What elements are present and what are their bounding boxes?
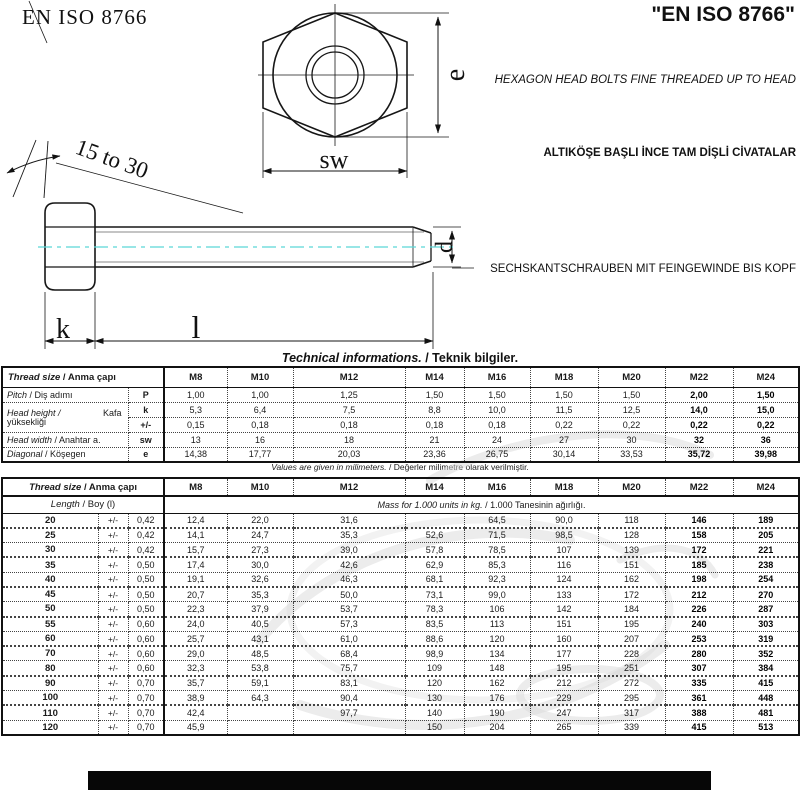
value-cell-m12: 7,5 bbox=[293, 402, 405, 417]
dim-label-l: l bbox=[191, 309, 201, 345]
thread-size-header: Thread size / Anma çapı bbox=[2, 478, 164, 496]
value-cell-m16: 162 bbox=[464, 676, 530, 691]
value-cell-m18: 195 bbox=[530, 661, 598, 676]
value-cell-m12: 97,7 bbox=[293, 705, 405, 720]
value-cell-m16: 106 bbox=[464, 602, 530, 617]
value-cell-m18: 160 bbox=[530, 631, 598, 646]
mass-row-l30 bbox=[2, 543, 799, 558]
value-cell-m20: 339 bbox=[598, 720, 665, 735]
tolerance-value: 0,70 bbox=[128, 705, 164, 720]
mass-row-l70 bbox=[2, 646, 799, 661]
bolt-side-view bbox=[45, 203, 474, 349]
size-header-m24: M24 bbox=[733, 367, 799, 387]
value-cell-m14 bbox=[405, 513, 464, 528]
size-header-m22: M22 bbox=[665, 478, 733, 496]
head-width-label: Head width / Anahtar a. bbox=[2, 432, 128, 447]
tolerance-value: 0,70 bbox=[128, 691, 164, 706]
technical-drawing bbox=[0, 0, 480, 356]
value-cell-m14: 98,9 bbox=[405, 646, 464, 661]
value-cell-m24: 238 bbox=[733, 557, 799, 572]
value-cell-m12: 90,4 bbox=[293, 691, 405, 706]
mass-row-l110 bbox=[2, 705, 799, 720]
value-cell-m22: 415 bbox=[665, 720, 733, 735]
value-cell-m14: 109 bbox=[405, 661, 464, 676]
value-cell-m20: 195 bbox=[598, 617, 665, 632]
value-cell-m16: 120 bbox=[464, 631, 530, 646]
value-cell-m24: 481 bbox=[733, 705, 799, 720]
value-cell-m10: 1,00 bbox=[227, 387, 293, 402]
pitch-label: Pitch / Diş adımı bbox=[2, 387, 128, 402]
value-cell-m14: 78,3 bbox=[405, 602, 464, 617]
head-height-row bbox=[2, 402, 799, 417]
tolerance-value: 0,70 bbox=[128, 720, 164, 735]
value-cell-m20: 251 bbox=[598, 661, 665, 676]
mass-row-l120 bbox=[2, 720, 799, 735]
value-cell-m18: 116 bbox=[530, 557, 598, 572]
value-cell-m24: 221 bbox=[733, 543, 799, 558]
size-header-m16: M16 bbox=[464, 478, 530, 496]
value-cell-m22: 198 bbox=[665, 572, 733, 587]
value-cell-m8: 24,0 bbox=[164, 617, 227, 632]
value-cell-m8: 22,3 bbox=[164, 602, 227, 617]
value-cell-m22: 226 bbox=[665, 602, 733, 617]
length-value: 45 bbox=[2, 587, 98, 602]
tolerance-value: 0,60 bbox=[128, 631, 164, 646]
value-cell-m20: 272 bbox=[598, 676, 665, 691]
angle-annotation bbox=[7, 1, 243, 213]
tolerance-value: 0,50 bbox=[128, 602, 164, 617]
value-cell-m8: 32,3 bbox=[164, 661, 227, 676]
value-cell-m12 bbox=[293, 720, 405, 735]
value-cell-m24: 415 bbox=[733, 676, 799, 691]
tolerance-sign: +/- bbox=[98, 528, 128, 543]
value-cell-m24: 36 bbox=[733, 432, 799, 447]
length-value: 100 bbox=[2, 691, 98, 706]
page-title: "EN ISO 8766" bbox=[651, 3, 795, 26]
value-cell-m14: 62,9 bbox=[405, 557, 464, 572]
tolerance-value: 0,60 bbox=[128, 661, 164, 676]
value-cell-m16: 99,0 bbox=[464, 587, 530, 602]
size-header-m14: M14 bbox=[405, 367, 464, 387]
value-cell-m12: 20,03 bbox=[293, 447, 405, 462]
size-header-m14: M14 bbox=[405, 478, 464, 496]
value-cell-m14: 8,8 bbox=[405, 402, 464, 417]
value-cell-m12: 0,18 bbox=[293, 417, 405, 432]
value-cell-m18: 90,0 bbox=[530, 513, 598, 528]
value-cell-m20: 172 bbox=[598, 587, 665, 602]
value-cell-m10: 0,18 bbox=[227, 417, 293, 432]
value-cell-m14: 88,6 bbox=[405, 631, 464, 646]
tolerance-sign: +/- bbox=[98, 646, 128, 661]
value-cell-m8: 45,9 bbox=[164, 720, 227, 735]
value-cell-m12: 18 bbox=[293, 432, 405, 447]
value-cell-m18: 151 bbox=[530, 617, 598, 632]
value-cell-m24: 287 bbox=[733, 602, 799, 617]
size-header-m20: M20 bbox=[598, 367, 665, 387]
units-note-en: Values are given in milimeters. bbox=[271, 462, 387, 472]
header-row bbox=[2, 478, 799, 496]
head-height-tolerance-symbol: +/- bbox=[128, 417, 164, 432]
value-cell-m22: 253 bbox=[665, 631, 733, 646]
value-cell-m8: 14,38 bbox=[164, 447, 227, 462]
value-cell-m16: 78,5 bbox=[464, 543, 530, 558]
tolerance-value: 0,50 bbox=[128, 587, 164, 602]
value-cell-m10: 43,1 bbox=[227, 631, 293, 646]
size-header-m10: M10 bbox=[227, 367, 293, 387]
value-cell-m12: 83,1 bbox=[293, 676, 405, 691]
mass-row-l100 bbox=[2, 691, 799, 706]
value-cell-m18: 1,50 bbox=[530, 387, 598, 402]
value-cell-m10: 35,3 bbox=[227, 587, 293, 602]
value-cell-m12: 35,3 bbox=[293, 528, 405, 543]
value-cell-m8: 19,1 bbox=[164, 572, 227, 587]
tolerance-sign: +/- bbox=[98, 587, 128, 602]
tolerance-sign: +/- bbox=[98, 720, 128, 735]
value-cell-m16: 176 bbox=[464, 691, 530, 706]
value-cell-m24: 303 bbox=[733, 617, 799, 632]
value-cell-m8: 0,15 bbox=[164, 417, 227, 432]
value-cell-m16: 113 bbox=[464, 617, 530, 632]
tolerance-value: 0,60 bbox=[128, 646, 164, 661]
value-cell-m16: 148 bbox=[464, 661, 530, 676]
value-cell-m22: 212 bbox=[665, 587, 733, 602]
value-cell-m22: 185 bbox=[665, 557, 733, 572]
value-cell-m8: 38,9 bbox=[164, 691, 227, 706]
value-cell-m10: 6,4 bbox=[227, 402, 293, 417]
value-cell-m12: 53,7 bbox=[293, 602, 405, 617]
value-cell-m10: 40,5 bbox=[227, 617, 293, 632]
value-cell-m18: 229 bbox=[530, 691, 598, 706]
size-header-m16: M16 bbox=[464, 367, 530, 387]
value-cell-m14: 57,8 bbox=[405, 543, 464, 558]
tolerance-sign: +/- bbox=[98, 676, 128, 691]
value-cell-m24: 0,22 bbox=[733, 417, 799, 432]
value-cell-m14: 68,1 bbox=[405, 572, 464, 587]
value-cell-m22: 35,72 bbox=[665, 447, 733, 462]
size-header-m12: M12 bbox=[293, 478, 405, 496]
value-cell-m10: 53,8 bbox=[227, 661, 293, 676]
value-cell-m16: 134 bbox=[464, 646, 530, 661]
value-cell-m24: 448 bbox=[733, 691, 799, 706]
length-value: 30 bbox=[2, 543, 98, 558]
value-cell-m10: 48,5 bbox=[227, 646, 293, 661]
standard-code: EN ISO 8766 bbox=[22, 5, 148, 29]
tolerance-sign: +/- bbox=[98, 705, 128, 720]
length-value: 40 bbox=[2, 572, 98, 587]
thread-size-header: Thread size / Anma çapı bbox=[2, 367, 164, 387]
angle-note-label: 15 to 30 bbox=[72, 134, 152, 184]
length-value: 35 bbox=[2, 557, 98, 572]
value-cell-m14: 23,36 bbox=[405, 447, 464, 462]
value-cell-m20: 139 bbox=[598, 543, 665, 558]
tolerance-sign: +/- bbox=[98, 557, 128, 572]
value-cell-m10: 32,6 bbox=[227, 572, 293, 587]
value-cell-m10 bbox=[227, 720, 293, 735]
mass-row-l55 bbox=[2, 617, 799, 632]
value-cell-m12: 42,6 bbox=[293, 557, 405, 572]
tech-info-title-tr: / Teknik bilgiler. bbox=[421, 351, 519, 365]
value-cell-m16: 26,75 bbox=[464, 447, 530, 462]
value-cell-m24: 189 bbox=[733, 513, 799, 528]
dim-label-sw: sw bbox=[319, 145, 349, 174]
value-cell-m24: 270 bbox=[733, 587, 799, 602]
subtitle-turkish: ALTIKÖŞE BAŞLI İNCE TAM DİŞLİ CİVATALAR bbox=[543, 147, 796, 159]
size-header-m8: M8 bbox=[164, 478, 227, 496]
size-header-m18: M18 bbox=[530, 478, 598, 496]
value-cell-m22: 172 bbox=[665, 543, 733, 558]
value-cell-m16: 24 bbox=[464, 432, 530, 447]
mass-row-l90 bbox=[2, 676, 799, 691]
value-cell-m18: 133 bbox=[530, 587, 598, 602]
mass-row-l45 bbox=[2, 587, 799, 602]
value-cell-m14: 73,1 bbox=[405, 587, 464, 602]
value-cell-m16: 10,0 bbox=[464, 402, 530, 417]
tolerance-value: 0,42 bbox=[128, 513, 164, 528]
value-cell-m14: 21 bbox=[405, 432, 464, 447]
value-cell-m18: 30,14 bbox=[530, 447, 598, 462]
diagonal-symbol: e bbox=[128, 447, 164, 462]
subtitle-german: SECHSKANTSCHRAUBEN MIT FEINGEWINDE BIS KOPF bbox=[490, 263, 796, 275]
value-cell-m18: 11,5 bbox=[530, 402, 598, 417]
value-cell-m8: 25,7 bbox=[164, 631, 227, 646]
value-cell-m20: 228 bbox=[598, 646, 665, 661]
value-cell-m22: 0,22 bbox=[665, 417, 733, 432]
dim-label-e: e bbox=[440, 68, 471, 82]
value-cell-m8: 14,1 bbox=[164, 528, 227, 543]
length-value: 25 bbox=[2, 528, 98, 543]
length-value: 50 bbox=[2, 602, 98, 617]
tolerance-value: 0,42 bbox=[128, 528, 164, 543]
value-cell-m22: 280 bbox=[665, 646, 733, 661]
dim-label-k: k bbox=[56, 314, 70, 345]
value-cell-m8: 35,7 bbox=[164, 676, 227, 691]
tolerance-value: 0,60 bbox=[128, 617, 164, 632]
value-cell-m22: 361 bbox=[665, 691, 733, 706]
value-cell-m8: 15,7 bbox=[164, 543, 227, 558]
value-cell-m10: 17,77 bbox=[227, 447, 293, 462]
value-cell-m20: 317 bbox=[598, 705, 665, 720]
value-cell-m8: 1,00 bbox=[164, 387, 227, 402]
size-header-m20: M20 bbox=[598, 478, 665, 496]
value-cell-m22: 146 bbox=[665, 513, 733, 528]
mass-table bbox=[1, 477, 800, 736]
value-cell-m20: 128 bbox=[598, 528, 665, 543]
value-cell-m20: 12,5 bbox=[598, 402, 665, 417]
value-cell-m20: 151 bbox=[598, 557, 665, 572]
value-cell-m24: 15,0 bbox=[733, 402, 799, 417]
value-cell-m20: 1,50 bbox=[598, 387, 665, 402]
size-header-m8: M8 bbox=[164, 367, 227, 387]
value-cell-m14: 120 bbox=[405, 676, 464, 691]
tolerance-sign: +/- bbox=[98, 572, 128, 587]
mass-header: Mass for 1.000 units in kg. / 1.000 Tanesinin ağırlığı. bbox=[164, 496, 799, 513]
value-cell-m16: 71,5 bbox=[464, 528, 530, 543]
value-cell-m14: 140 bbox=[405, 705, 464, 720]
value-cell-m12: 31,6 bbox=[293, 513, 405, 528]
units-note-tr: / Değerler milimetre olarak verilmiştir. bbox=[386, 462, 529, 472]
value-cell-m12: 39,0 bbox=[293, 543, 405, 558]
value-cell-m16: 64,5 bbox=[464, 513, 530, 528]
size-header-m18: M18 bbox=[530, 367, 598, 387]
value-cell-m10: 16 bbox=[227, 432, 293, 447]
tolerance-sign: +/- bbox=[98, 513, 128, 528]
mass-row-l35 bbox=[2, 557, 799, 572]
value-cell-m24: 1,50 bbox=[733, 387, 799, 402]
length-value: 20 bbox=[2, 513, 98, 528]
pitch-row bbox=[2, 387, 799, 402]
mass-row-l50 bbox=[2, 602, 799, 617]
length-value: 110 bbox=[2, 705, 98, 720]
value-cell-m24: 352 bbox=[733, 646, 799, 661]
head-width-symbol: sw bbox=[128, 432, 164, 447]
value-cell-m20: 0,22 bbox=[598, 417, 665, 432]
value-cell-m8: 12,4 bbox=[164, 513, 227, 528]
value-cell-m22: 14,0 bbox=[665, 402, 733, 417]
header-row bbox=[2, 367, 799, 387]
value-cell-m20: 30 bbox=[598, 432, 665, 447]
value-cell-m8: 29,0 bbox=[164, 646, 227, 661]
length-value: 60 bbox=[2, 631, 98, 646]
value-cell-m18: 27 bbox=[530, 432, 598, 447]
value-cell-m24: 319 bbox=[733, 631, 799, 646]
value-cell-m14: 83,5 bbox=[405, 617, 464, 632]
tolerance-value: 0,42 bbox=[128, 543, 164, 558]
tolerance-sign: +/- bbox=[98, 691, 128, 706]
diagonal-row bbox=[2, 447, 799, 462]
value-cell-m22: 335 bbox=[665, 676, 733, 691]
value-cell-m10: 59,1 bbox=[227, 676, 293, 691]
length-value: 70 bbox=[2, 646, 98, 661]
value-cell-m18: 98,5 bbox=[530, 528, 598, 543]
subtitle-english: HEXAGON HEAD BOLTS FINE THREADED UP TO HEAD bbox=[494, 74, 796, 86]
value-cell-m22: 158 bbox=[665, 528, 733, 543]
dim-label-d: d bbox=[432, 241, 458, 253]
mass-row-l60 bbox=[2, 631, 799, 646]
length-value: 80 bbox=[2, 661, 98, 676]
value-cell-m22: 388 bbox=[665, 705, 733, 720]
value-cell-m16: 0,18 bbox=[464, 417, 530, 432]
value-cell-m14: 52,6 bbox=[405, 528, 464, 543]
value-cell-m22: 32 bbox=[665, 432, 733, 447]
value-cell-m24: 513 bbox=[733, 720, 799, 735]
value-cell-m14: 1,50 bbox=[405, 387, 464, 402]
mass-row-l80 bbox=[2, 661, 799, 676]
value-cell-m10: 30,0 bbox=[227, 557, 293, 572]
value-cell-m12: 61,0 bbox=[293, 631, 405, 646]
value-cell-m8: 5,3 bbox=[164, 402, 227, 417]
value-cell-m22: 240 bbox=[665, 617, 733, 632]
tolerance-value: 0,70 bbox=[128, 676, 164, 691]
mass-row-l40 bbox=[2, 572, 799, 587]
tech-info-title-en: Technical informations. bbox=[281, 351, 422, 365]
value-cell-m8: 42,4 bbox=[164, 705, 227, 720]
pitch-symbol: P bbox=[128, 387, 164, 402]
value-cell-m20: 184 bbox=[598, 602, 665, 617]
length-value: 90 bbox=[2, 676, 98, 691]
value-cell-m18: 177 bbox=[530, 646, 598, 661]
head-height-label: Head height / Kafa yüksekliği bbox=[2, 402, 128, 432]
length-header: Length / Boy (l) bbox=[2, 496, 164, 513]
value-cell-m18: 212 bbox=[530, 676, 598, 691]
length-value: 55 bbox=[2, 617, 98, 632]
value-cell-m12: 68,4 bbox=[293, 646, 405, 661]
value-cell-m18: 265 bbox=[530, 720, 598, 735]
tolerance-sign: +/- bbox=[98, 617, 128, 632]
tolerance-value: 0,50 bbox=[128, 572, 164, 587]
value-cell-m16: 85,3 bbox=[464, 557, 530, 572]
tolerance-sign: +/- bbox=[98, 602, 128, 617]
size-header-m12: M12 bbox=[293, 367, 405, 387]
value-cell-m12: 75,7 bbox=[293, 661, 405, 676]
value-cell-m24: 384 bbox=[733, 661, 799, 676]
tolerance-sign: +/- bbox=[98, 661, 128, 676]
size-header-m24: M24 bbox=[733, 478, 799, 496]
head-width-row bbox=[2, 432, 799, 447]
size-header-m22: M22 bbox=[665, 367, 733, 387]
value-cell-m8: 13 bbox=[164, 432, 227, 447]
value-cell-m8: 20,7 bbox=[164, 587, 227, 602]
tolerance-sign: +/- bbox=[98, 543, 128, 558]
diagonal-label: Diagonal / Köşegen bbox=[2, 447, 128, 462]
value-cell-m24: 205 bbox=[733, 528, 799, 543]
value-cell-m18: 142 bbox=[530, 602, 598, 617]
value-cell-m12: 46,3 bbox=[293, 572, 405, 587]
dimensions-table bbox=[1, 366, 800, 463]
value-cell-m20: 295 bbox=[598, 691, 665, 706]
value-cell-m18: 0,22 bbox=[530, 417, 598, 432]
value-cell-m16: 204 bbox=[464, 720, 530, 735]
value-cell-m22: 307 bbox=[665, 661, 733, 676]
value-cell-m16: 1,50 bbox=[464, 387, 530, 402]
value-cell-m10: 22,0 bbox=[227, 513, 293, 528]
value-cell-m14: 150 bbox=[405, 720, 464, 735]
value-cell-m10: 24,7 bbox=[227, 528, 293, 543]
value-cell-m14: 0,18 bbox=[405, 417, 464, 432]
mass-row-l20 bbox=[2, 513, 799, 528]
value-cell-m10: 64,3 bbox=[227, 691, 293, 706]
value-cell-m20: 162 bbox=[598, 572, 665, 587]
value-cell-m12: 50,0 bbox=[293, 587, 405, 602]
value-cell-m20: 207 bbox=[598, 631, 665, 646]
value-cell-m24: 254 bbox=[733, 572, 799, 587]
value-cell-m22: 2,00 bbox=[665, 387, 733, 402]
value-cell-m20: 118 bbox=[598, 513, 665, 528]
tolerance-value: 0,50 bbox=[128, 557, 164, 572]
mass-row-l25 bbox=[2, 528, 799, 543]
value-cell-m12: 57,3 bbox=[293, 617, 405, 632]
value-cell-m18: 107 bbox=[530, 543, 598, 558]
value-cell-m24: 39,98 bbox=[733, 447, 799, 462]
mass-header-row bbox=[2, 496, 799, 513]
value-cell-m18: 247 bbox=[530, 705, 598, 720]
value-cell-m16: 190 bbox=[464, 705, 530, 720]
length-value: 120 bbox=[2, 720, 98, 735]
value-cell-m8: 17,4 bbox=[164, 557, 227, 572]
head-height-symbol: k bbox=[128, 402, 164, 417]
size-header-m10: M10 bbox=[227, 478, 293, 496]
value-cell-m10: 37,9 bbox=[227, 602, 293, 617]
value-cell-m10 bbox=[227, 705, 293, 720]
value-cell-m12: 1,25 bbox=[293, 387, 405, 402]
value-cell-m20: 33,53 bbox=[598, 447, 665, 462]
value-cell-m10: 27,3 bbox=[227, 543, 293, 558]
tolerance-sign: +/- bbox=[98, 631, 128, 646]
value-cell-m18: 124 bbox=[530, 572, 598, 587]
value-cell-m16: 92,3 bbox=[464, 572, 530, 587]
value-cell-m14: 130 bbox=[405, 691, 464, 706]
